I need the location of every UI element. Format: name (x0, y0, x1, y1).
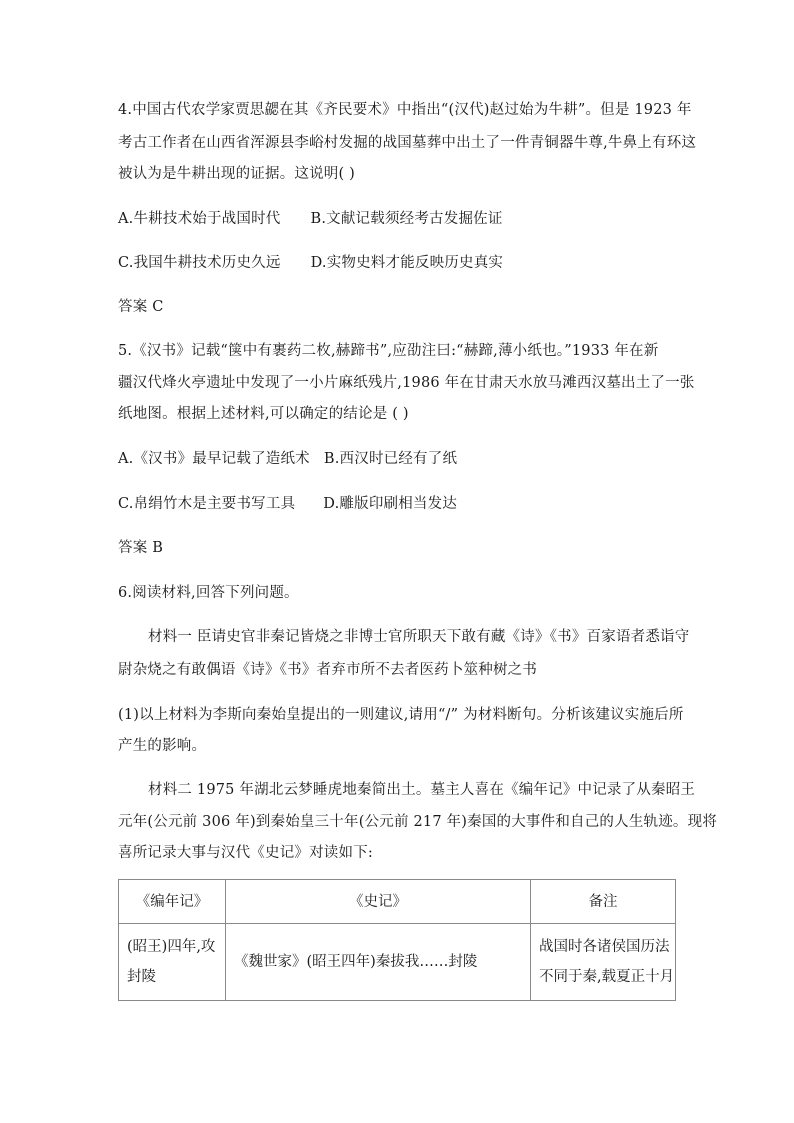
q5-stem-line-3: 纸地图。根据上述材料,可以确定的结论是 ( ) (118, 406, 409, 422)
table-cell-notes (531, 924, 676, 1001)
table-cell-bianianji-line-1: (昭王)四年,攻 (127, 939, 216, 955)
q5-options-row-2 (118, 495, 457, 513)
q4-stem-line-2: 考古工作者在山西省浑源县李峪村发掘的战国墓葬中出土了一件青铜器牛尊,牛鼻上有环这 (118, 135, 697, 151)
table-header-notes: 备注 (531, 880, 676, 924)
q4-option-d: D.实物史料才能反映历史真实 (310, 255, 504, 271)
comparison-table (118, 879, 676, 1001)
table-row (119, 924, 676, 1001)
q4-option-b: B.文献记载须经考古发掘佐证 (310, 211, 503, 227)
q6-material1-line-2: 尉杂烧之有敢偶语《诗》《书》者弃市所不去者医药卜筮种树之书 (118, 662, 538, 678)
table-cell-shiji-text: 《魏世家》(昭王四年)秦拔我……封陵 (234, 954, 478, 970)
q4-option-a: A.牛耕技术始于战国时代 (118, 211, 281, 227)
q4-options-row-2 (118, 254, 503, 272)
q5-option-b: B.西汉时已经有了纸 (323, 451, 458, 467)
table-cell-notes-line-1: 战国时各诸侯国历法 (539, 939, 670, 955)
q5-option-c: C.帛绢竹木是主要书写工具 (118, 496, 296, 512)
q6-material1-line-1: 材料一 臣请史官非秦记皆烧之非博士官所职天下敢有藏《诗》《书》百家语者悉诣守 (148, 629, 690, 645)
table-header-row (119, 880, 676, 924)
q4-answer: 答案 C (118, 299, 164, 315)
q5-options-row-1 (118, 450, 457, 468)
q6-sub1-line-1: (1)以上材料为李斯向秦始皇提出的一则建议,请用“/” 为材料断句。分析该建议实施后所 (118, 707, 684, 723)
q6-sub1-line-2: 产生的影响。 (118, 738, 207, 754)
q5-answer: 答案 B (118, 540, 164, 556)
table-cell-bianianji (119, 924, 226, 1001)
q6-material2-line-1: 材料二 1975 年湖北云梦睡虎地秦简出土。墓主人喜在《编年记》中记录了从秦昭王 (148, 782, 696, 798)
q4-options-row-1 (118, 210, 503, 228)
table-cell-shiji (226, 924, 531, 1001)
q6-material2-line-3: 喜所记录大事与汉代《史记》对读如下: (118, 845, 373, 861)
q5-option-a: A.《汉书》最早记载了造纸术 (118, 451, 310, 467)
q5-stem-line-2: 疆汉代烽火亭遗址中发现了一小片麻纸残片,1986 年在甘肃天水放马滩西汉墓出土了一张 (118, 375, 695, 391)
table-cell-bianianji-line-2: 封陵 (127, 969, 156, 985)
table-header-bianianji: 《编年记》 (119, 880, 226, 924)
q4-stem-line-3: 被认为是牛耕出现的证据。这说明( ) (118, 166, 356, 182)
q5-stem-line-1: 5.《汉书》记载“箧中有裹药二枚,赫蹄书”,应劭注曰:“赫蹄,薄小纸也。”1933 年在新 (118, 343, 659, 359)
q4-option-c: C.我国牛耕技术历史久远 (118, 255, 281, 271)
q4-stem-line-1: 4.中国古代农学家贾思勰在其《齐民要术》中指出“(汉代)赵过始为牛耕”。但是 1923 年 (118, 102, 692, 118)
q6-material2-line-2: 元年(公元前 306 年)到秦始皇三十年(公元前 217 年)秦国的大事件和自己的人生轨迹。现将 (118, 814, 718, 830)
q5-option-d: D.雕版印刷相当发达 (323, 496, 458, 512)
q6-intro: 6.阅读材料,回答下列问题。 (118, 585, 299, 601)
table-cell-notes-line-2: 不同于秦,载夏正十月 (539, 969, 675, 985)
table-header-shiji: 《史记》 (226, 880, 531, 924)
